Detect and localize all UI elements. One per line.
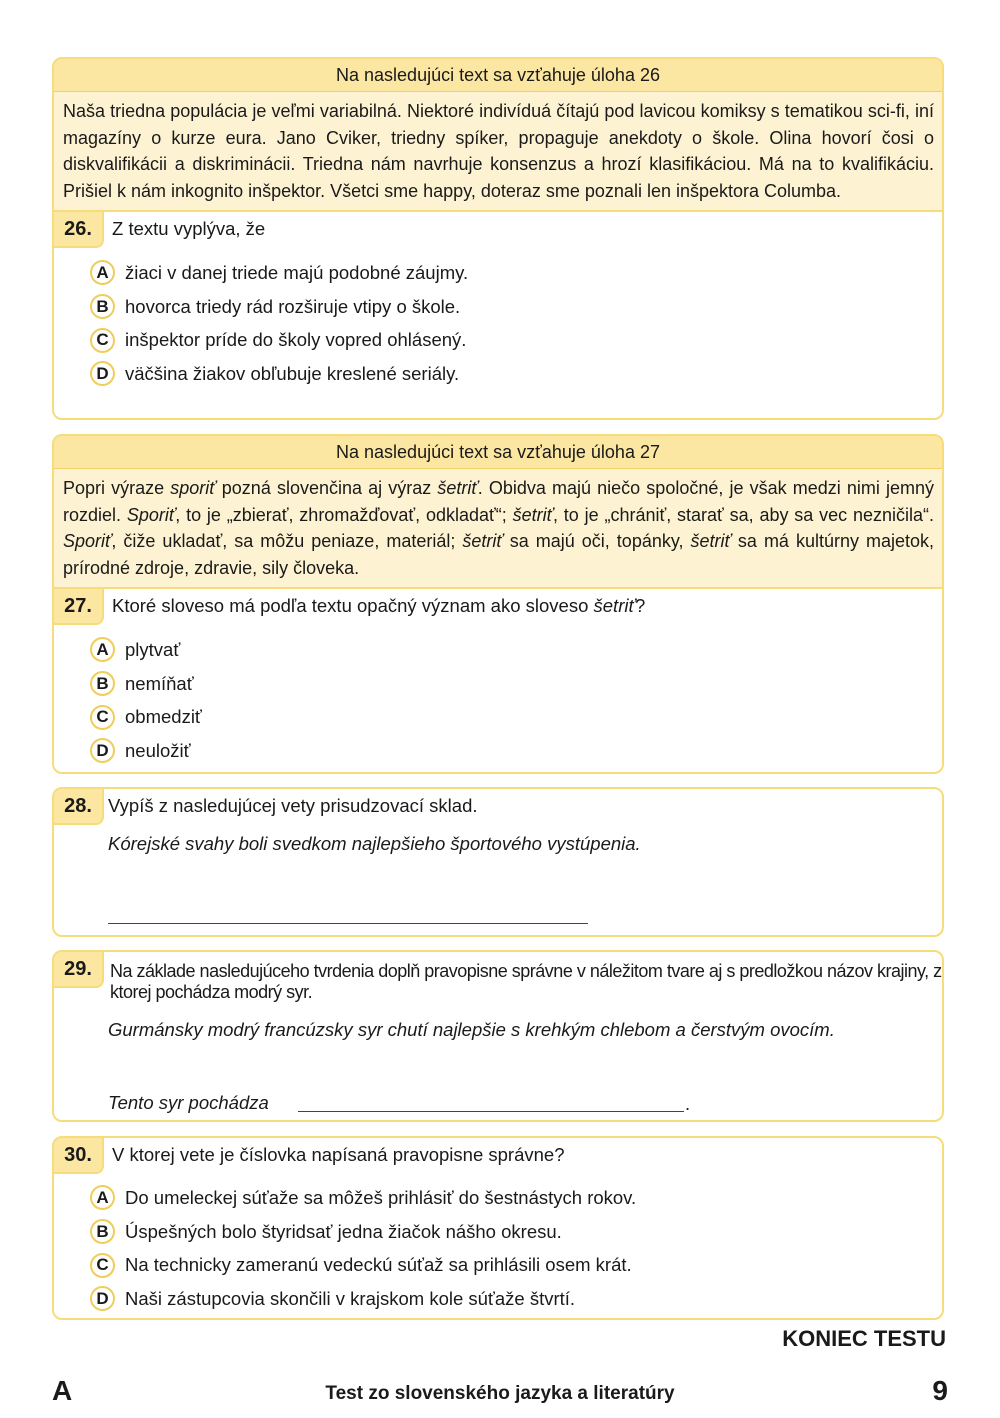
option-letter: A <box>90 637 115 662</box>
option-letter: C <box>90 705 115 730</box>
option-text: Do umeleckej súťaže sa môžeš prihlásiť do šestnástych rokov. <box>125 1186 637 1208</box>
option-27-b[interactable] <box>90 667 942 701</box>
question-text-28: Vypíš z nasledujúcej vety prisudzovací sklad. <box>108 795 478 816</box>
task-block-27 <box>52 434 944 774</box>
passage-term: šetriť <box>437 478 478 498</box>
passage-text: . Obidva majú niečo spoločné, je však medzi nimi jemný rozdiel. <box>63 478 934 525</box>
task-block-29 <box>52 950 944 1122</box>
options-26 <box>54 248 942 391</box>
option-text: inšpektor príde do školy vopred ohlásený. <box>125 329 467 351</box>
question-text-26: Z textu vyplýva, že <box>112 218 266 239</box>
option-text: žiaci v danej triede majú podobné záujmy. <box>125 261 469 283</box>
sentence-29: Gurmánsky modrý francúzsky syr chutí najlepšie s krehkým chlebom a čerstvým ovocím. <box>108 1019 835 1040</box>
option-text: Na technicky zameranú vedeckú súťaž sa prihlásili osem krát. <box>125 1254 632 1276</box>
footer-title: Test zo slovenského jazyka a literatúry <box>325 1383 675 1404</box>
test-variant: A <box>52 1375 73 1406</box>
option-27-d[interactable] <box>90 734 942 768</box>
question-text-27 <box>112 595 645 617</box>
passage-term: sporiť <box>170 478 216 498</box>
task-block-28 <box>52 787 944 937</box>
option-26-c[interactable] <box>90 323 942 357</box>
completion-label-29: Tento syr pochádza <box>108 1092 269 1113</box>
passage-text: sa majú oči, topánky, <box>502 531 691 551</box>
passage-26: Naša triedna populácia je veľmi variabilná. Niektoré indivíduá čítajú pod lavicou komiksy s tematikou sci-fi, iní magazíny o kurze eura. Jano Cviker, triedny spíker, propaguje anekdoty o škole. Olina hovorí čosi o diskvalifikácii a diskriminácii. Triedna nám navrhuje konsenzus a hrozí klasifikáciou. Má na to kvalifikáciu. Prišiel k nám inkognito inšpektor. Všetci sme happy, doteraz sme poznali len inšpektora Columba. <box>54 92 942 212</box>
question-26 <box>54 212 942 248</box>
option-30-c[interactable] <box>90 1248 942 1282</box>
option-letter: D <box>90 1286 115 1311</box>
option-text: nemíňať <box>125 672 194 694</box>
option-26-b[interactable] <box>90 290 942 324</box>
option-text: Úspešných bolo štyridsať jedna žiačok nášho okresu. <box>125 1220 562 1242</box>
question-number-30: 30. <box>54 1138 104 1174</box>
option-letter: D <box>90 361 115 386</box>
question-30 <box>54 1138 942 1174</box>
sentence-28: Kórejské svahy boli svedkom najlepšieho športového vystúpenia. <box>108 833 641 854</box>
question-text-part: ? <box>635 595 646 616</box>
option-letter: B <box>90 294 115 319</box>
option-text: hovorca triedy rád rozširuje vtipy o škole. <box>125 295 461 317</box>
option-letter: B <box>90 1219 115 1244</box>
option-letter: D <box>90 738 115 763</box>
passage-header-26: Na nasledujúci text sa vzťahuje úloha 26 <box>54 59 942 92</box>
question-number-28: 28. <box>54 789 104 825</box>
option-letter: A <box>90 260 115 285</box>
question-text-29: Na základe nasledujúceho tvrdenia doplň pravopisne správne v náležitom tvare aj s predložkou názov krajiny, z ktorej pochádza modrý syr. <box>110 961 942 1002</box>
passage-text: , čiže ukladať, sa môžu peniaze, materiál; <box>111 531 463 551</box>
passage-term: Sporiť <box>63 531 112 551</box>
option-text: obmedziť <box>125 706 202 728</box>
option-text: plytvať <box>125 638 181 660</box>
passage-text: sa má kultúrny majetok, prírodné zdroje, zdravie, sily človeka. <box>63 531 935 578</box>
question-number-27: 27. <box>54 589 104 625</box>
question-text-part: Ktoré sloveso má podľa textu opačný význam ako sloveso <box>112 595 594 616</box>
question-term: šetriť <box>593 595 636 616</box>
passage-text: pozná slovenčina aj výraz <box>215 478 438 498</box>
page-number: 9 <box>932 1375 948 1406</box>
end-mark-29: . <box>685 1093 691 1114</box>
passage-text: , to je „chrániť, starať sa, aby sa vec nezničila“. <box>552 504 934 525</box>
question-28 <box>54 789 942 825</box>
answer-line-28[interactable] <box>108 923 588 924</box>
option-text: neuložiť <box>125 739 191 761</box>
options-30 <box>54 1174 942 1316</box>
option-26-d[interactable] <box>90 357 942 391</box>
option-letter: C <box>90 328 115 353</box>
question-number-26: 26. <box>54 212 104 248</box>
option-26-a[interactable] <box>90 256 942 290</box>
passage-text: Popri výraze <box>63 478 171 498</box>
question-27 <box>54 589 942 625</box>
task-block-30 <box>52 1136 944 1320</box>
option-30-d[interactable] <box>90 1282 942 1316</box>
question-text-30: V ktorej vete je číslovka napísaná pravopisne správne? <box>112 1144 565 1165</box>
option-27-a[interactable] <box>90 633 942 667</box>
passage-text: , to je „zbierať, zhromažďovať, odkladať“; <box>175 504 513 525</box>
passage-term: šetriť <box>462 531 503 551</box>
passage-27 <box>54 469 942 589</box>
end-of-test-label: KONIEC TESTU <box>782 1326 946 1351</box>
options-27 <box>54 625 942 768</box>
option-text: väčšina žiakov obľubuje kreslené seriály. <box>125 362 460 384</box>
option-letter: C <box>90 1253 115 1278</box>
passage-term: Sporiť <box>126 504 176 525</box>
option-letter: B <box>90 671 115 696</box>
option-27-c[interactable] <box>90 700 942 734</box>
option-letter: A <box>90 1185 115 1210</box>
passage-term: šetriť <box>690 531 731 551</box>
task-block-26 <box>52 57 944 420</box>
question-number-29: 29. <box>54 952 104 988</box>
option-30-a[interactable] <box>90 1181 942 1215</box>
answer-line-29[interactable] <box>298 1111 684 1112</box>
passage-term: šetriť <box>512 504 553 525</box>
option-text: Naši zástupcovia skončili v krajskom kole súťaže štvrtí. <box>125 1287 576 1309</box>
option-30-b[interactable] <box>90 1215 942 1249</box>
passage-header-27: Na nasledujúci text sa vzťahuje úloha 27 <box>54 436 942 469</box>
